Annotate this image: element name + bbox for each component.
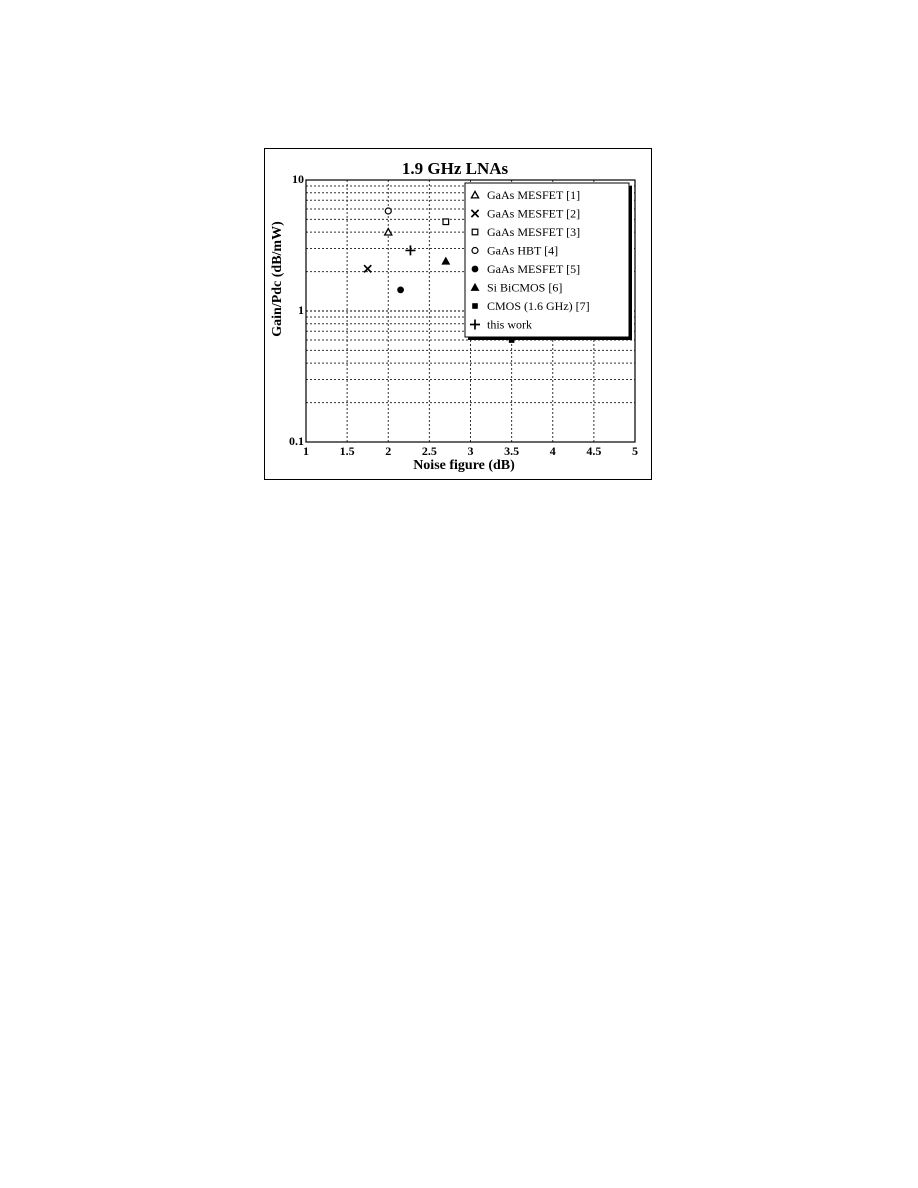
x-tick-label: 1 — [303, 444, 309, 458]
data-point — [442, 258, 449, 264]
legend-entry: this work — [487, 317, 532, 332]
legend — [465, 183, 632, 340]
x-tick-label: 4 — [549, 444, 556, 458]
figure-frame — [264, 148, 652, 480]
legend-entry: Si BiCMOS [6] — [487, 280, 563, 295]
scatter-chart — [265, 149, 651, 479]
legend-entry: GaAs MESFET [3] — [487, 225, 581, 239]
data-point — [385, 229, 392, 235]
x-tick-label: 1.5 — [339, 444, 355, 458]
legend-entry: GaAs MESFET [5] — [487, 262, 581, 276]
legend-marker — [472, 248, 478, 254]
legend-entry: GaAs HBT [4] — [487, 243, 559, 258]
chart-title: 1.9 GHz LNAs — [401, 159, 509, 178]
data-point — [405, 245, 415, 255]
data-point — [385, 208, 391, 214]
x-tick-label: 3.5 — [504, 444, 520, 458]
x-tick-label: 2.5 — [421, 444, 437, 458]
x-tick-label: 2 — [385, 444, 392, 458]
data-point — [443, 219, 449, 225]
legend-entry: GaAs MESFET [2] — [487, 206, 581, 221]
legend-marker — [472, 229, 478, 235]
legend-entry: CMOS (1.6 GHz) [7] — [487, 299, 590, 313]
y-tick-label: 0.1 — [289, 434, 304, 448]
x-tick-label: 3 — [467, 444, 474, 458]
legend-marker — [472, 266, 479, 273]
legend-marker — [472, 303, 478, 309]
y-axis-label: Gain/Pdc (dB/mW) — [270, 221, 285, 337]
legend-entry: GaAs MESFET [1] — [487, 188, 581, 202]
x-tick-label: 5 — [632, 444, 638, 458]
x-tick-label: 4.5 — [586, 444, 602, 458]
y-tick-label: 10 — [292, 172, 304, 186]
data-point — [397, 286, 404, 293]
y-tick-label: 1 — [298, 303, 304, 317]
x-axis-label: Noise figure (dB) — [413, 458, 515, 473]
